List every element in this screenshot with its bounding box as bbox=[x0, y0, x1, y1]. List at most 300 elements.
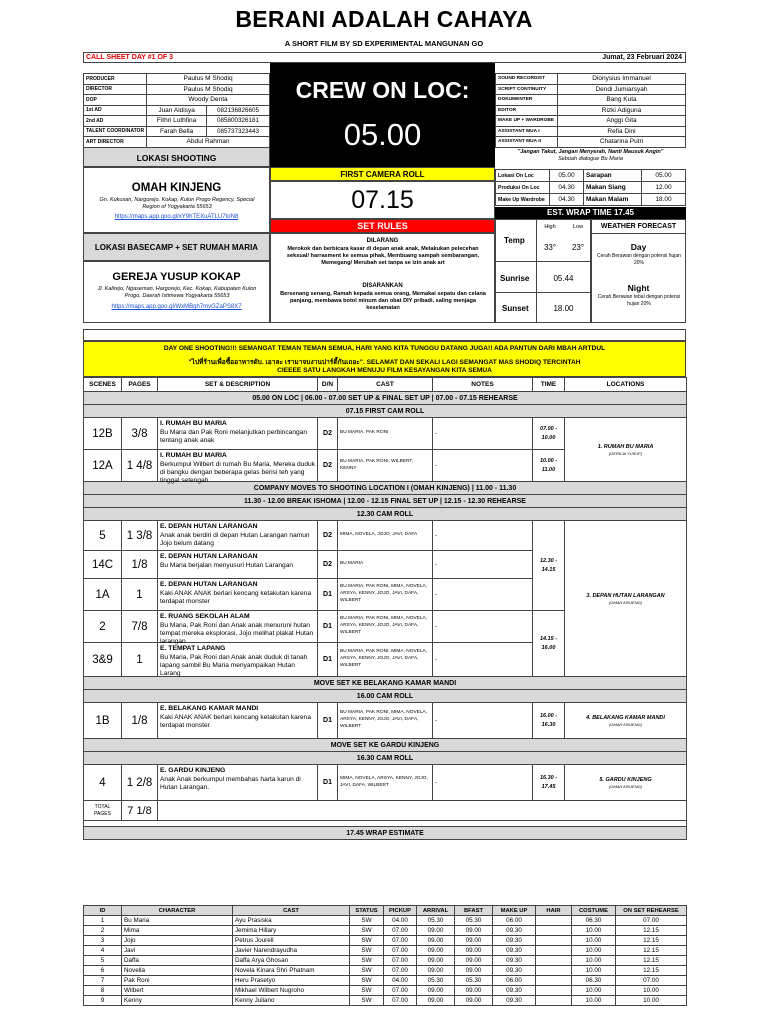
scene-set: E. GARDU KINJENG bbox=[160, 767, 226, 774]
cast-arrival: 09.00 bbox=[417, 986, 455, 996]
location-venue: (OMAH KINJENG) bbox=[608, 721, 643, 727]
cast-row bbox=[84, 976, 687, 986]
cast-hair bbox=[536, 956, 572, 966]
schedule-section: 17.45 WRAP ESTIMATE bbox=[84, 827, 687, 840]
cast-status: SW bbox=[350, 986, 384, 996]
crew-role: TALENT COORDINATOR bbox=[84, 126, 147, 137]
cast-hair bbox=[536, 926, 572, 936]
time-value: 12.00 bbox=[642, 182, 686, 194]
scene-notes: - bbox=[433, 703, 533, 739]
scene-set-cell bbox=[158, 450, 318, 482]
cast-pickup: 04.00 bbox=[384, 916, 417, 926]
cast-id: 5 bbox=[84, 956, 122, 966]
scene-number: 3&9 bbox=[84, 643, 122, 677]
cast-onset: 12.15 bbox=[616, 946, 687, 956]
schedule-section-row bbox=[84, 392, 687, 405]
scene-daynight: D2 bbox=[318, 418, 338, 450]
cast-status: SW bbox=[350, 996, 384, 1006]
cast-row bbox=[84, 966, 687, 976]
cast-bfast: 09.00 bbox=[455, 946, 493, 956]
forecast-label: WEATHER FORECAST bbox=[600, 223, 677, 230]
scene-set-cell bbox=[158, 765, 318, 801]
scene-notes: - bbox=[433, 611, 533, 643]
schedule-section-row bbox=[84, 677, 687, 690]
cast-id: 9 bbox=[84, 996, 122, 1006]
crew-name: Dendi Jumiarsyah bbox=[558, 84, 686, 95]
scene-pages: 1/8 bbox=[122, 703, 158, 739]
cast-costume: 10.00 bbox=[572, 946, 616, 956]
crew-name: Chatarina Putri bbox=[558, 137, 686, 148]
crew-role: 2nd AD bbox=[84, 116, 147, 127]
scene-description: Kaki ANAK ANAK berlari kencang ketakutan karena terdapat monster bbox=[160, 590, 312, 605]
shoot-date: Jumat, 23 Februari 2024 bbox=[602, 54, 682, 61]
cast-row bbox=[84, 956, 687, 966]
day-forecast: Cerah Berawan dengan potensi hujan 20% bbox=[597, 253, 681, 266]
scene-set: I. RUMAH BU MARIA bbox=[160, 452, 227, 459]
cast-header: ON SET REHEARSE bbox=[616, 906, 687, 916]
location-address: Gn. Kukusan, Nargorejo, Kokap, Kulon Progo Regency, Special Region of Yogyakarta 55653 bbox=[99, 197, 255, 210]
total-pages-value: 7 1/8 bbox=[122, 801, 158, 821]
scene-number: 12B bbox=[84, 418, 122, 450]
cast-onset: 10.00 bbox=[616, 996, 687, 1006]
location-map-link[interactable]: https://maps.app.goo.gl/xY9hTEXuATLU7toN8 bbox=[114, 214, 239, 220]
location-label: LOKASI SHOOTING bbox=[83, 147, 270, 167]
scene-set: E. DEPAN HUTAN LARANGAN bbox=[160, 581, 258, 588]
crew-on-loc-label: CREW ON LOC: bbox=[295, 77, 470, 103]
sunrise-label: Sunrise bbox=[500, 274, 530, 283]
cast-makeup: 09.30 bbox=[493, 996, 536, 1006]
schedule-section-row bbox=[84, 405, 687, 418]
cast-status: SW bbox=[350, 916, 384, 926]
scene-description: Bu Maria, Pak Roni dan Anak anak duduk di tanah lapang sambil Bu Maria menyampaikan Hutan Larang bbox=[160, 654, 308, 677]
scene-pages: 1 bbox=[122, 643, 158, 677]
header-locations: LOCATIONS bbox=[565, 378, 687, 392]
scene-row bbox=[84, 521, 687, 551]
cast-id: 8 bbox=[84, 986, 122, 996]
cast-costume: 06.30 bbox=[572, 916, 616, 926]
crew-name: Bang Kuta bbox=[558, 95, 686, 106]
location-venue: (OMAH KINJENG) bbox=[608, 783, 643, 789]
crew-left-row bbox=[84, 95, 270, 106]
document-title: BERANI ADALAH CAHAYA bbox=[235, 6, 533, 32]
scene-cast: BU MARIA, PAK RONI, MIMA, NOVELA, ARSYA, KENNY, JOJO, JAVI, DAFA, WILBERT bbox=[338, 643, 433, 677]
cast-header: STATUS bbox=[350, 906, 384, 916]
location-box bbox=[83, 167, 270, 233]
location-venue: (OMAH KINJENG) bbox=[608, 599, 643, 605]
banner-line-1: DAY ONE SHOOTING!!! SEMANGAT TEMAN TEMAN SEMUA, HARI YANG KITA TUNGGU DATANG JUGA!! ADA PANTUN DARI MBAH ARTDUL bbox=[163, 345, 606, 352]
cast-makeup: 09.30 bbox=[493, 986, 536, 996]
schedule-section-row bbox=[84, 739, 687, 752]
disarankan-text: Bersenang senang, Ramah kepada semua orang, Memakai sepatu dan celana panjang, membawa botol minum dan obat DIY pribadi, saling menjaga keselamatan bbox=[280, 291, 486, 312]
cast-bfast: 05.30 bbox=[455, 976, 493, 986]
cast-onset: 07.00 bbox=[616, 916, 687, 926]
location-name: 4. BELAKANG KAMAR MANDI bbox=[586, 714, 665, 721]
scene-cast: BU MARIA, PAK RONI, WILBERT, KENNY bbox=[338, 450, 433, 482]
scene-cast: BU MARIA, PAK RONI, MIMA, NOVELA, ARSYA, KENNY, JOJO, JAVI, DAFA, WILBERT bbox=[338, 611, 433, 643]
cast-hair bbox=[536, 946, 572, 956]
cast-character: Javi bbox=[122, 946, 233, 956]
scene-pages: 7/8 bbox=[122, 611, 158, 643]
cast-table bbox=[83, 905, 687, 1006]
scene-pages: 1/8 bbox=[122, 551, 158, 579]
times-row bbox=[496, 170, 686, 182]
crew-role: DOKUMENTER bbox=[496, 95, 558, 106]
cast-row bbox=[84, 916, 687, 926]
scene-set-cell bbox=[158, 521, 318, 551]
cast-makeup: 09.30 bbox=[493, 956, 536, 966]
cast-arrival: 09.00 bbox=[417, 966, 455, 976]
banner-line-2: "ไปที่ร้านเพื่อซื้ออาหารดับ. เอาละ เรามาจบงานปาร์ตี้กันเถอะ". SELAMAT DAN SEKALI LAGI SEMANGAT MAS SHODIQ TERCINTAH bbox=[188, 359, 581, 366]
location-name: 5. GARDU KINJENG bbox=[599, 776, 652, 783]
crew-name: Woody Denta bbox=[147, 95, 270, 106]
cast-arrival: 09.00 bbox=[417, 926, 455, 936]
crew-left-row bbox=[84, 84, 270, 95]
total-pages-blank bbox=[158, 801, 687, 821]
time-value: 04.30 bbox=[550, 194, 584, 206]
times-row bbox=[496, 194, 686, 206]
cast-status: SW bbox=[350, 936, 384, 946]
schedule-section: 16.30 CAM ROLL bbox=[84, 752, 687, 765]
scene-pages: 1 2/8 bbox=[122, 765, 158, 801]
cast-row bbox=[84, 946, 687, 956]
cast-header-row bbox=[84, 906, 687, 916]
header-time: TIME bbox=[533, 378, 565, 392]
time-value: 05.00 bbox=[642, 170, 686, 182]
cast-arrival: 05.30 bbox=[417, 976, 455, 986]
cast-status: SW bbox=[350, 976, 384, 986]
cast-bfast: 09.00 bbox=[455, 956, 493, 966]
cast-id: 7 bbox=[84, 976, 122, 986]
crew-phone: 085737323443 bbox=[207, 126, 270, 137]
schedule-section: 16.00 CAM ROLL bbox=[84, 690, 687, 703]
temp-low: 23° bbox=[571, 243, 585, 252]
cast-onset: 12.15 bbox=[616, 926, 687, 936]
dilarang-heading: DILARANG bbox=[366, 238, 399, 244]
basecamp-address: Jl. Kalirejo, Ngaseman, Hargorejo, Kec. Kokap, Kabupaten Kulon Progo, Daerah Istimewa Yogyakarta 55653 bbox=[97, 286, 257, 299]
scene-time: 14.15 - 16.00 bbox=[533, 611, 565, 677]
spacer-row bbox=[83, 329, 686, 341]
scene-daynight: D1 bbox=[318, 611, 338, 643]
cast-header: CAST bbox=[233, 906, 350, 916]
scene-pages: 1 bbox=[122, 579, 158, 611]
cast-makeup: 06.00 bbox=[493, 976, 536, 986]
cast-costume: 06.30 bbox=[572, 976, 616, 986]
cast-header: COSTUME bbox=[572, 906, 616, 916]
crew-role: ASSISTANT MUA I bbox=[496, 126, 558, 137]
crew-left-table bbox=[83, 73, 270, 148]
cast-pickup: 07.00 bbox=[384, 996, 417, 1006]
time-label: Sarapan bbox=[584, 170, 642, 182]
cast-id: 2 bbox=[84, 926, 122, 936]
scene-pages: 1 4/8 bbox=[122, 450, 158, 482]
scene-description: Anak Anak berkumpul membahas harta karun di Hutan Larangan. bbox=[160, 776, 301, 791]
crew-right-row bbox=[496, 105, 686, 116]
cast-cast: Petrus Jourell bbox=[233, 936, 350, 946]
basecamp-map-link[interactable]: https://maps.app.goo.gl/WxMBgh7mvGZaPS8X7 bbox=[111, 304, 242, 310]
schedule-section: 11.30 - 12.00 BREAK ISHOMA | 12.00 - 12.15 FINAL SET UP | 12.15 - 12.30 REHEARSE bbox=[84, 495, 687, 508]
scene-cast: BU MARIA, PAK RONI, MIMA, NOVELA, ARSYA, KENNY, JOJO, JAVI, DAFA, WILBERT bbox=[338, 703, 433, 739]
scene-daynight: D1 bbox=[318, 765, 338, 801]
schedule-section: COMPANY MOVES TO SHOOTING LOCATION I (OMAH KINJENG) | 11.00 - 11.30 bbox=[84, 482, 687, 495]
cast-pickup: 04.00 bbox=[384, 976, 417, 986]
scene-daynight: D1 bbox=[318, 579, 338, 611]
cast-character: Daffa bbox=[122, 956, 233, 966]
scene-daynight: D2 bbox=[318, 521, 338, 551]
scene-notes: - bbox=[433, 579, 533, 611]
time-label: Produksi On Loc bbox=[496, 182, 550, 194]
cast-cast: Javier Narendrayudha bbox=[233, 946, 350, 956]
cast-character: Bu Maria bbox=[122, 916, 233, 926]
scene-notes: - bbox=[433, 643, 533, 677]
disarankan-heading: DISARANKAN bbox=[362, 283, 403, 289]
crew-phone: 082136826605 bbox=[207, 105, 270, 116]
call-sheet-day: CALL SHEET DAY #1 OF 3 bbox=[86, 54, 174, 61]
scene-set: E. TEMPAT LAPANG bbox=[160, 645, 226, 652]
location-name: 1. RUMAH BU MARIA bbox=[597, 443, 654, 450]
scene-description: Bu Maria berjalan menyusuri Hutan Larangan bbox=[160, 562, 294, 569]
crew-role: PRODUCER bbox=[84, 74, 147, 85]
cast-cast: Daffa Arya Ghosan bbox=[233, 956, 350, 966]
scene-row bbox=[84, 703, 687, 739]
total-pages-label: TOTAL PAGES bbox=[84, 801, 122, 821]
weather-temps bbox=[495, 219, 591, 323]
scene-set-cell bbox=[158, 643, 318, 677]
scene-notes: - bbox=[433, 418, 533, 450]
cast-costume: 10.00 bbox=[572, 966, 616, 976]
crew-name: Anggi Gita bbox=[558, 116, 686, 127]
time-label: Lokasi On Loc bbox=[496, 170, 550, 182]
cast-makeup: 09.30 bbox=[493, 926, 536, 936]
scene-time: 10.00 - 11.00 bbox=[533, 450, 565, 482]
scene-number: 4 bbox=[84, 765, 122, 801]
time-label: Makan Siang bbox=[584, 182, 642, 194]
cast-pickup: 07.00 bbox=[384, 946, 417, 956]
header-notes: NOTES bbox=[433, 378, 533, 392]
cast-costume: 10.00 bbox=[572, 956, 616, 966]
cast-costume: 10.00 bbox=[572, 986, 616, 996]
cast-id: 4 bbox=[84, 946, 122, 956]
scene-set: E. DEPAN HUTAN LARANGAN bbox=[160, 553, 258, 560]
temp-high: 33° bbox=[543, 243, 557, 252]
crew-name: Refia Dini bbox=[558, 126, 686, 137]
crew-on-loc-panel bbox=[270, 63, 495, 167]
header-dn: D/N bbox=[318, 378, 338, 392]
scene-set: E. DEPAN HUTAN LARANGAN bbox=[160, 523, 258, 530]
crew-name: Abdul Rahman bbox=[147, 137, 270, 148]
set-rules-box bbox=[270, 233, 495, 323]
crew-name: Paulus M Shodiq bbox=[147, 84, 270, 95]
sunrise-time: 05.44 bbox=[553, 274, 574, 283]
cast-bfast: 09.00 bbox=[455, 996, 493, 1006]
scene-cast: BU MARIA bbox=[338, 551, 433, 579]
cast-id: 1 bbox=[84, 916, 122, 926]
dilarang-text: Merokok dan berbicara kasar di depan anak anak, Melakukan pelecehan seksual/ harrasment ke semua pihak, Membuang sampah sembarangan, Memegang/ Merubah set tanpa se izin anak art bbox=[286, 246, 480, 267]
crew-role: DOP bbox=[84, 95, 147, 106]
crew-role: MAKE UP + WARDROBE bbox=[496, 116, 558, 127]
crew-role: SOUND RECORDIST bbox=[496, 74, 558, 85]
scene-location bbox=[565, 418, 687, 482]
night-forecast: Cerah Berawan tebal dengan potensi hujan 20% bbox=[597, 294, 681, 307]
scene-time: 12.30 - 14.15 bbox=[533, 521, 565, 611]
time-value: 05.00 bbox=[550, 170, 584, 182]
cast-bfast: 05.30 bbox=[455, 916, 493, 926]
cast-id: 3 bbox=[84, 936, 122, 946]
schedule-section-row bbox=[84, 690, 687, 703]
schedule-section-row bbox=[84, 752, 687, 765]
cast-cast: Jemima Hillary bbox=[233, 926, 350, 936]
schedule-section: MOVE SET KE BELAKANG KAMAR MANDI bbox=[84, 677, 687, 690]
crew-right-row bbox=[496, 126, 686, 137]
day-label: Day bbox=[630, 242, 647, 252]
scene-set: E. BELAKANG KAMAR MANDI bbox=[160, 705, 259, 712]
document-subtitle: A SHORT FILM BY SD EXPERIMENTAL MANGUNAN GO bbox=[284, 39, 484, 48]
schedule-section-row bbox=[84, 495, 687, 508]
cast-header: BFAST bbox=[455, 906, 493, 916]
cast-cast: Ayu Prasiska bbox=[233, 916, 350, 926]
cast-makeup: 09.30 bbox=[493, 966, 536, 976]
cast-onset: 12.15 bbox=[616, 936, 687, 946]
cast-arrival: 09.00 bbox=[417, 936, 455, 946]
scene-set-cell bbox=[158, 418, 318, 450]
scene-description: Bu Maria, Pak Roni dan Anak anak menuruni hutan tempat mereka eksplorasi, Jojo melihat plakat Hutan larangan bbox=[160, 622, 314, 645]
crew-left-row bbox=[84, 105, 270, 116]
scene-time: 07.00 - 10.00 bbox=[533, 418, 565, 450]
cast-header: MAKE UP bbox=[493, 906, 536, 916]
crew-role: SCRIPT CONTINUITY bbox=[496, 84, 558, 95]
scene-notes: - bbox=[433, 551, 533, 579]
cast-hair bbox=[536, 976, 572, 986]
crew-role: DIRECTOR bbox=[84, 84, 147, 95]
cast-pickup: 07.00 bbox=[384, 936, 417, 946]
cast-header: CHARACTER bbox=[122, 906, 233, 916]
crew-right-row bbox=[496, 95, 686, 106]
quote-box bbox=[495, 143, 686, 167]
crew-right-row bbox=[496, 84, 686, 95]
cast-pickup: 07.00 bbox=[384, 966, 417, 976]
scene-set-cell bbox=[158, 579, 318, 611]
scene-set-cell bbox=[158, 703, 318, 739]
scene-pages: 3/8 bbox=[122, 418, 158, 450]
basecamp-name: GEREJA YUSUP KOKAP bbox=[112, 271, 241, 283]
cast-character: Jojo bbox=[122, 936, 233, 946]
wrap-time: EST. WRAP TIME 17.45 bbox=[495, 207, 686, 219]
cast-hair bbox=[536, 916, 572, 926]
cast-cast: Novela Kinara Shri Phatnam bbox=[233, 966, 350, 976]
cast-character: Novella bbox=[122, 966, 233, 976]
cast-makeup: 09.30 bbox=[493, 946, 536, 956]
crew-name: Farah Bella bbox=[147, 126, 207, 137]
scene-row bbox=[84, 418, 687, 450]
location-name: OMAH KINJENG bbox=[131, 182, 222, 194]
crew-left-row bbox=[84, 137, 270, 148]
sunset-label: Sunset bbox=[502, 304, 529, 313]
scene-cast: BU MARIA, PAK RONI bbox=[338, 418, 433, 450]
scene-set-cell bbox=[158, 611, 318, 643]
crew-phone: 085800326181 bbox=[207, 116, 270, 127]
sunset-time: 18.00 bbox=[553, 304, 574, 313]
scene-row bbox=[84, 765, 687, 801]
cast-pickup: 07.00 bbox=[384, 926, 417, 936]
header-pages: PAGES bbox=[122, 378, 158, 392]
scene-daynight: D1 bbox=[318, 643, 338, 677]
crew-name: Dionysius Immanuel bbox=[558, 74, 686, 85]
cast-onset: 12.15 bbox=[616, 956, 687, 966]
crew-role: EDITOR bbox=[496, 105, 558, 116]
total-pages-row bbox=[84, 801, 687, 821]
cast-hair bbox=[536, 996, 572, 1006]
header-scenes: SCENES bbox=[84, 378, 122, 392]
cast-cast: Mikhael Wilbert Nugroho bbox=[233, 986, 350, 996]
schedule-section: MOVE SET KE GARDU KINJENG bbox=[84, 739, 687, 752]
cast-pickup: 07.00 bbox=[384, 986, 417, 996]
schedule-section-row bbox=[84, 508, 687, 521]
scene-time: 16.00 - 16.30 bbox=[533, 703, 565, 739]
schedule-header-row bbox=[84, 378, 687, 392]
crew-name: Rizki Adiguna bbox=[558, 105, 686, 116]
cast-costume: 10.00 bbox=[572, 996, 616, 1006]
scene-notes: - bbox=[433, 450, 533, 482]
high-label: High bbox=[544, 224, 556, 230]
scene-set: I. RUMAH BU MARIA bbox=[160, 420, 227, 427]
scene-pages: 1 3/8 bbox=[122, 521, 158, 551]
crew-role: ASSISTANT MUA II bbox=[496, 137, 558, 148]
cast-costume: 10.00 bbox=[572, 926, 616, 936]
scene-number: 1B bbox=[84, 703, 122, 739]
first-camera-roll-label: FIRST CAMERA ROLL bbox=[270, 167, 495, 181]
time-label: Make Up Wardrobe bbox=[496, 194, 550, 206]
scene-time: 16.30 - 17.45 bbox=[533, 765, 565, 801]
cast-pickup: 07.00 bbox=[384, 956, 417, 966]
time-value: 04.30 bbox=[550, 182, 584, 194]
quote-source: Sebuah dialogue Bu Maria bbox=[558, 156, 623, 162]
banner-line-3: CIEEEE SATU LANGKAH MENUJU FILM KESAYANGAN KITA SEMUA bbox=[277, 367, 492, 374]
time-value: 18.00 bbox=[642, 194, 686, 206]
cast-character: Kenny bbox=[122, 996, 233, 1006]
low-label: Low bbox=[572, 224, 584, 230]
times-table bbox=[495, 169, 686, 206]
cast-arrival: 09.00 bbox=[417, 956, 455, 966]
scene-number: 5 bbox=[84, 521, 122, 551]
cast-status: SW bbox=[350, 926, 384, 936]
cast-header: ARRIVAL bbox=[417, 906, 455, 916]
location-name: 3. DEPAN HUTAN LARANGAN bbox=[586, 592, 665, 599]
cast-row bbox=[84, 996, 687, 1006]
scene-set-cell bbox=[158, 551, 318, 579]
crew-left-row bbox=[84, 126, 270, 137]
crew-name: Juan Aldisya bbox=[147, 105, 207, 116]
cast-status: SW bbox=[350, 956, 384, 966]
crew-left-row bbox=[84, 74, 270, 85]
weather-forecast bbox=[591, 219, 686, 323]
cast-costume: 10.00 bbox=[572, 936, 616, 946]
cast-arrival: 09.00 bbox=[417, 946, 455, 956]
header-set: SET & DESCRIPTION bbox=[158, 378, 318, 392]
cast-hair bbox=[536, 936, 572, 946]
location-venue: (GEREJA YUSUP) bbox=[608, 450, 643, 456]
night-label: Night bbox=[627, 283, 650, 293]
crew-right-table bbox=[495, 73, 686, 148]
cast-makeup: 06.00 bbox=[493, 916, 536, 926]
cast-header: ID bbox=[84, 906, 122, 916]
cast-character: Mima bbox=[122, 926, 233, 936]
cast-cast: Heru Prasetyo bbox=[233, 976, 350, 986]
scene-number: 14C bbox=[84, 551, 122, 579]
cast-bfast: 09.00 bbox=[455, 966, 493, 976]
cast-id: 6 bbox=[84, 966, 122, 976]
scene-cast: BU MARIA, PAK RONI, MIMA, NOVELA, ARSYA, KENNY, JOJO, JAVI, DAFA, WILBERT bbox=[338, 579, 433, 611]
scene-number: 12A bbox=[84, 450, 122, 482]
scene-notes: - bbox=[433, 765, 533, 801]
